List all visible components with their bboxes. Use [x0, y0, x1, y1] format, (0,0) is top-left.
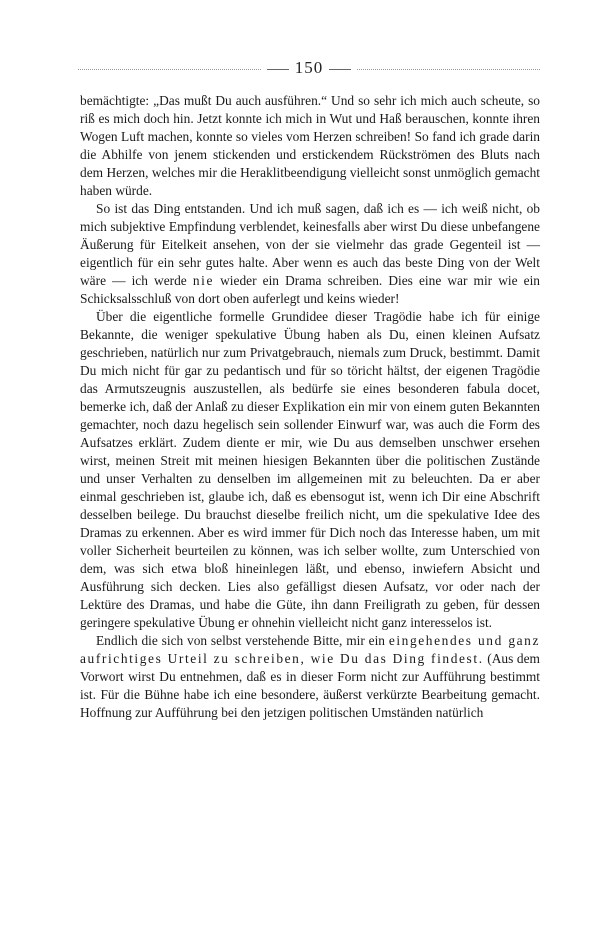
header-dash-left: [267, 69, 289, 70]
paragraph-text: (Aus dem Vorwort wirst Du entnehmen, daß es in dieser Form nicht zur Aufführung bestimmt ist. Für die Bühne habe ich eine besondere, äußerst verkürzte Bearbeitung gemacht. Hoffnung zur Aufführung bei den jetzigen politischen Umständen natürlich: [80, 651, 540, 720]
paragraph-2: [80, 200, 540, 308]
paragraph-text: Endlich die sich von selbst verstehende Bitte, mir ein: [96, 633, 389, 648]
spaced-emphasis: eingehendes und ganz aufrichtiges Urteil zu schreiben, wie Du das Ding findest.: [80, 633, 540, 666]
page-number: 150: [294, 58, 324, 77]
paragraph-3: [80, 308, 540, 632]
spaced-emphasis: nie: [192, 273, 215, 288]
header-rule-right: [357, 69, 540, 70]
header-dash-right: [329, 69, 351, 70]
body-text: [80, 92, 540, 722]
paragraph-text: wieder ein Drama schreiben. Dies eine war mir wie ein Schicksalsschluß von dort oben auferlegt und keins wieder!: [80, 273, 540, 306]
paragraph-text: Über die eigentliche formelle Grundidee dieser Tragödie habe ich für einige Bekannte, die weniger spekulative Übung haben als Du, einen kleinen Aufsatz geschrieben, natürlich nur zum Privatgebrauch, niemals zum Druck, bestimmt. Damit Du mich nicht für gar zu pedantisch und für so töricht hältst, der eigenen Tragödie das Armutszeugnis auszustellen, als bedürfe sie eines besonderen fabula docet, bemerke ich, daß der Anlaß zu dieser Explikation ein mir von einem guten Bekannten gemachter, noch dazu hegelisch sein sollender Einwurf war, was auch die Form des Aufsatzes erklärt. Zudem diente er mir, wie Du aus demselben unschwer ersehen wirst, meinen Streit mit meinen hiesigen Bekannten über die politischen Zustände und unser Verhalten zu denselben im allgemeinen mit zu beleuchten. Da er aber einmal geschrieben ist, glaube ich, daß es ebensogut ist, wenn ich Dir eine Abschrift desselben beilege. Du brauchst dieselbe freilich nicht, um die spekulative Idee des Dramas zu erkennen. Aber es wird immer für Dich noch das Interesse haben, um mit voller Sicherheit beurteilen zu können, was ich selber wollte, zum Unterschied von dem, was sich etwa bloß hineinlegen läßt, und ebenso, inwiefern Absicht und Ausführung sich decken. Lies also gefälligst diesen Aufsatz, vor oder nach der Lektüre des Dramas, und habe die Güte, ihn dann Freiligrath zu geben, für dessen geringere spekulative Übung er ohnehin vielleicht nicht ganz interesselos ist.: [80, 309, 540, 630]
paragraph-4: [80, 632, 540, 722]
running-header: [78, 58, 540, 78]
header-rule-left: [78, 69, 261, 70]
paragraph-text: bemächtigte: „Das mußt Du auch ausführen.“ Und so sehr ich mich auch scheute, so riß es mich doch hin. Jetzt konnte ich mich in Wut und Haß berauschen, konnte ihren Wogen Luft machen, konnte so vieles vom Herzen schreiben! So fand ich grade darin die Abhilfe von jenem stickenden und erstickendem Rückströmen des Bluts nach dem Herzen, welches mir die Heraklitbeendigung vielleicht sonst unmöglich gemacht haben würde.: [80, 93, 540, 198]
paragraph-1: [80, 92, 540, 200]
paragraph-text: So ist das Ding entstanden. Und ich muß sagen, daß ich es — ich weiß nicht, ob mich subjektive Empfindung verblendet, keinesfalls aber wirst Du diese unbefangene Äußerung für Eitelkeit ansehen, von der sie vielmehr das grade Gegenteil ist — eigentlich für ein sehr gutes halte. Aber wenn es auch das beste Ding von der Welt wäre — ich werde: [80, 201, 540, 288]
